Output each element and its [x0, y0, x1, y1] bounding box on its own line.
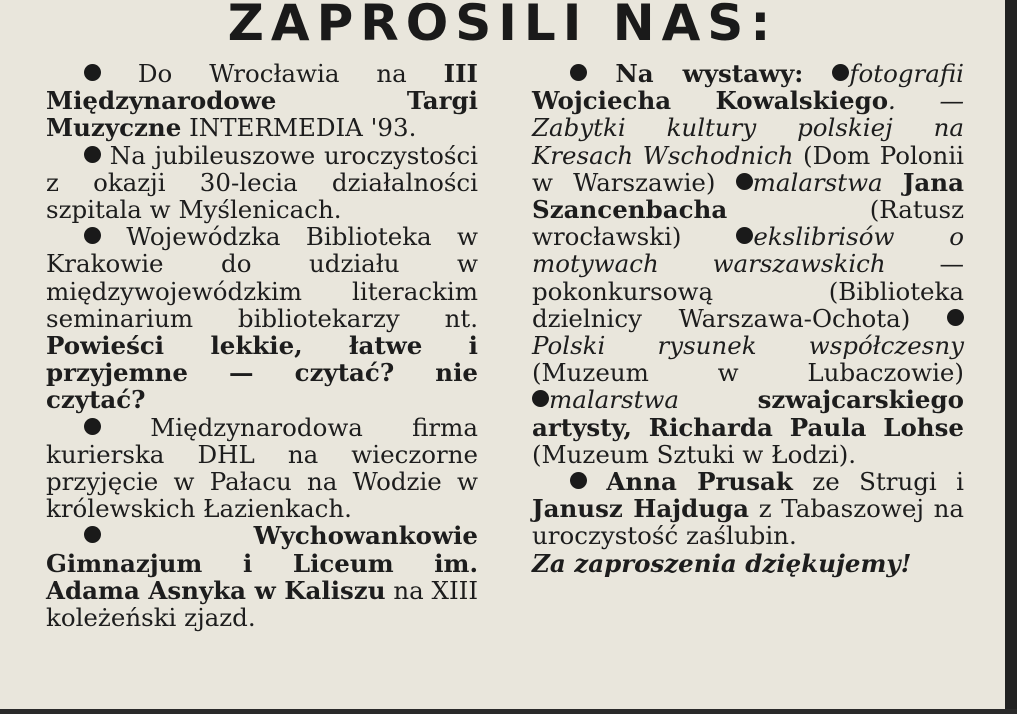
left-column — [46, 60, 478, 631]
bullet-icon — [832, 64, 849, 81]
right-edge-rule — [1005, 0, 1017, 714]
right-column — [532, 60, 964, 577]
bullet-icon — [570, 64, 587, 81]
bullet-icon — [84, 526, 101, 543]
bullet-icon — [84, 146, 101, 163]
item-zaslubiny: Anna Prusak ze Strugi i Janusz Hajduga z Tabaszowej na uroczystość zaślubin. — [532, 467, 965, 551]
bullet-icon — [736, 173, 753, 190]
item-intermedia: Do Wrocławia na III Międzynarodowe Targi Muzyczne INTERMEDIA '93. — [46, 59, 478, 143]
bullet-icon — [84, 227, 101, 244]
bottom-edge-rule — [0, 709, 1017, 714]
item-dhl: Międzynarodowa firma kurierska DHL na wieczorne przyjęcie w Pałacu na Wodzie w królewskich Łazienkach. — [46, 412, 478, 524]
closing-thanks: Za zaproszenia dziękujemy! — [532, 548, 912, 578]
bullet-icon — [84, 64, 101, 81]
bullet-icon — [84, 418, 101, 435]
bullet-icon — [532, 390, 549, 407]
headline: ZAPROSILI NAS: — [227, 0, 778, 52]
item-wystawy: Na wystawy: fotografii Wojciecha Kowalskiego. — Zabytki kultury polskiej na Kresach Wschodnich (Dom Polonii w Warszawie) malarstwa Jana Szancenbacha (Ratusz wrocławski) ekslibrisów o motywach warszawskich — pokonkursową (Biblioteka dzielnicy Warszawa-Ochota) Polski rysunek współczesny (Muzeum w Lubaczowie) malarstwa szwajcarskiego artysty, Richarda Paula Lohse (Muzeum Sztuki w Łodzi). — [532, 59, 964, 469]
item-wychowankowie: Wychowankowie Gimnazjum i Liceum im. Adama Asnyka w Kaliszu na XIII koleżeński zjazd. — [46, 521, 479, 633]
item-jubileusz: Na jubileuszowe uroczystości z okazji 30-lecia działalności szpitala w Myślenicach. — [46, 140, 478, 225]
bullet-icon — [736, 227, 753, 244]
bullet-icon — [947, 309, 964, 326]
bullet-icon — [570, 472, 587, 489]
item-biblioteka: Wojewódzka Biblioteka w Krakowie do udziału w międzywojewódzkim literackim seminarium bibliotekarzy nt. Powieści lekkie, łatwe i przyjemne — czytać? nie czytać? — [46, 222, 478, 415]
